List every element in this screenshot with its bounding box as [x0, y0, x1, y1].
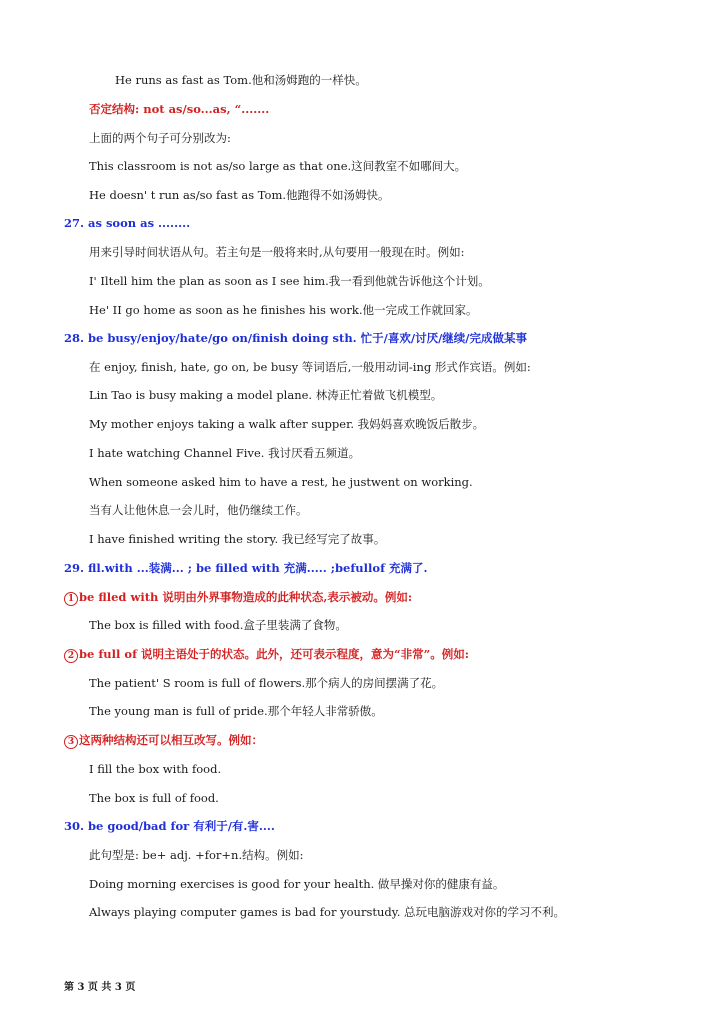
- example-sentence: When someone asked him to have a rest, he justwent on working.: [89, 475, 473, 489]
- example-sentence: Always playing computer games is bad for yourstudy. 总玩电脑游戏对你的学习不利。: [89, 905, 566, 919]
- point-2-heading: 2 be full of 说明主语处于的状态。此外，还可表示程度，意为“非常”。例如:: [64, 646, 469, 663]
- example-sentence: I fill the box with food.: [89, 762, 222, 776]
- circled-number-1: 1: [64, 592, 78, 606]
- body-text: 上面的两个句子可分别改为:: [89, 131, 231, 145]
- point-3-heading: 3 这两种结构还可以相互改写。例如：: [64, 732, 263, 749]
- section-heading-27: 27. as soon as ........: [64, 216, 191, 230]
- example-translation: 当有人让他休息一会儿时，他仍继续工作。: [89, 503, 308, 517]
- example-sentence: I have finished writing the story. 我已经写完了故事。: [89, 532, 386, 546]
- body-text: 此句型是: be+ adj. +for+n.结构。例如:: [89, 848, 304, 862]
- section-heading-28: 28. be busy/enjoy/hate/go on/finish doing sth. 忙于/喜欢/讨厌/继续/完成做某事: [64, 331, 527, 345]
- example-sentence: The patient' S room is full of flowers.那个病人的房间摆满了花。: [89, 676, 444, 690]
- point-1-heading: 1 be flled with 说明由外界事物造成的此种状态,表示被动。例如:: [64, 589, 412, 606]
- example-sentence: I' Iltell him the plan as soon as I see him.我一看到他就告诉他这个计划。: [89, 274, 490, 288]
- page-footer: 第 3 页 共 3 页: [64, 982, 136, 993]
- body-text: 在 enjoy, finish, hate, go on, be busy 等词语后,一般用动词-ing 形式作宾语。例如:: [89, 360, 531, 374]
- example-sentence: I hate watching Channel Five. 我讨厌看五频道。: [89, 446, 361, 460]
- circled-number-3: 3: [64, 735, 78, 749]
- example-sentence: He' II go home as soon as he finishes his work.他一完成工作就回家。: [89, 303, 478, 317]
- example-sentence: The box is filled with food.盒子里装满了食物。: [89, 618, 347, 632]
- circled-number-2: 2: [64, 649, 78, 663]
- example-sentence: Lin Tao is busy making a model plane. 林涛正忙着做飞机模型。: [89, 388, 443, 402]
- example-sentence: Doing morning exercises is good for your health. 做早操对你的健康有益。: [89, 877, 505, 891]
- negative-structure-heading: 否定结构: not as/so...as, “.......: [89, 102, 270, 116]
- body-text: 用来引导时间状语从句。若主句是一般将来时,从句要用一般现在时。例如:: [89, 245, 465, 259]
- example-sentence: He runs as fast as Tom.他和汤姆跑的一样快。: [115, 73, 367, 87]
- example-sentence: This classroom is not as/so large as that one.这间教室不如哪间大。: [89, 159, 467, 173]
- example-sentence: The box is full of food.: [89, 791, 219, 805]
- example-sentence: My mother enjoys taking a walk after supper. 我妈妈喜欢晚饭后散步。: [89, 417, 485, 431]
- section-heading-30: 30. be good/bad for 有利于/有.害....: [64, 819, 275, 833]
- section-heading-29: 29. fll.with ...装满... ; be filled with 充满..... ;befullof 充满了.: [64, 561, 428, 575]
- example-sentence: He doesn' t run as/so fast as Tom.他跑得不如汤姆快。: [89, 188, 390, 202]
- example-sentence: The young man is full of pride.那个年轻人非常骄傲。: [89, 704, 383, 718]
